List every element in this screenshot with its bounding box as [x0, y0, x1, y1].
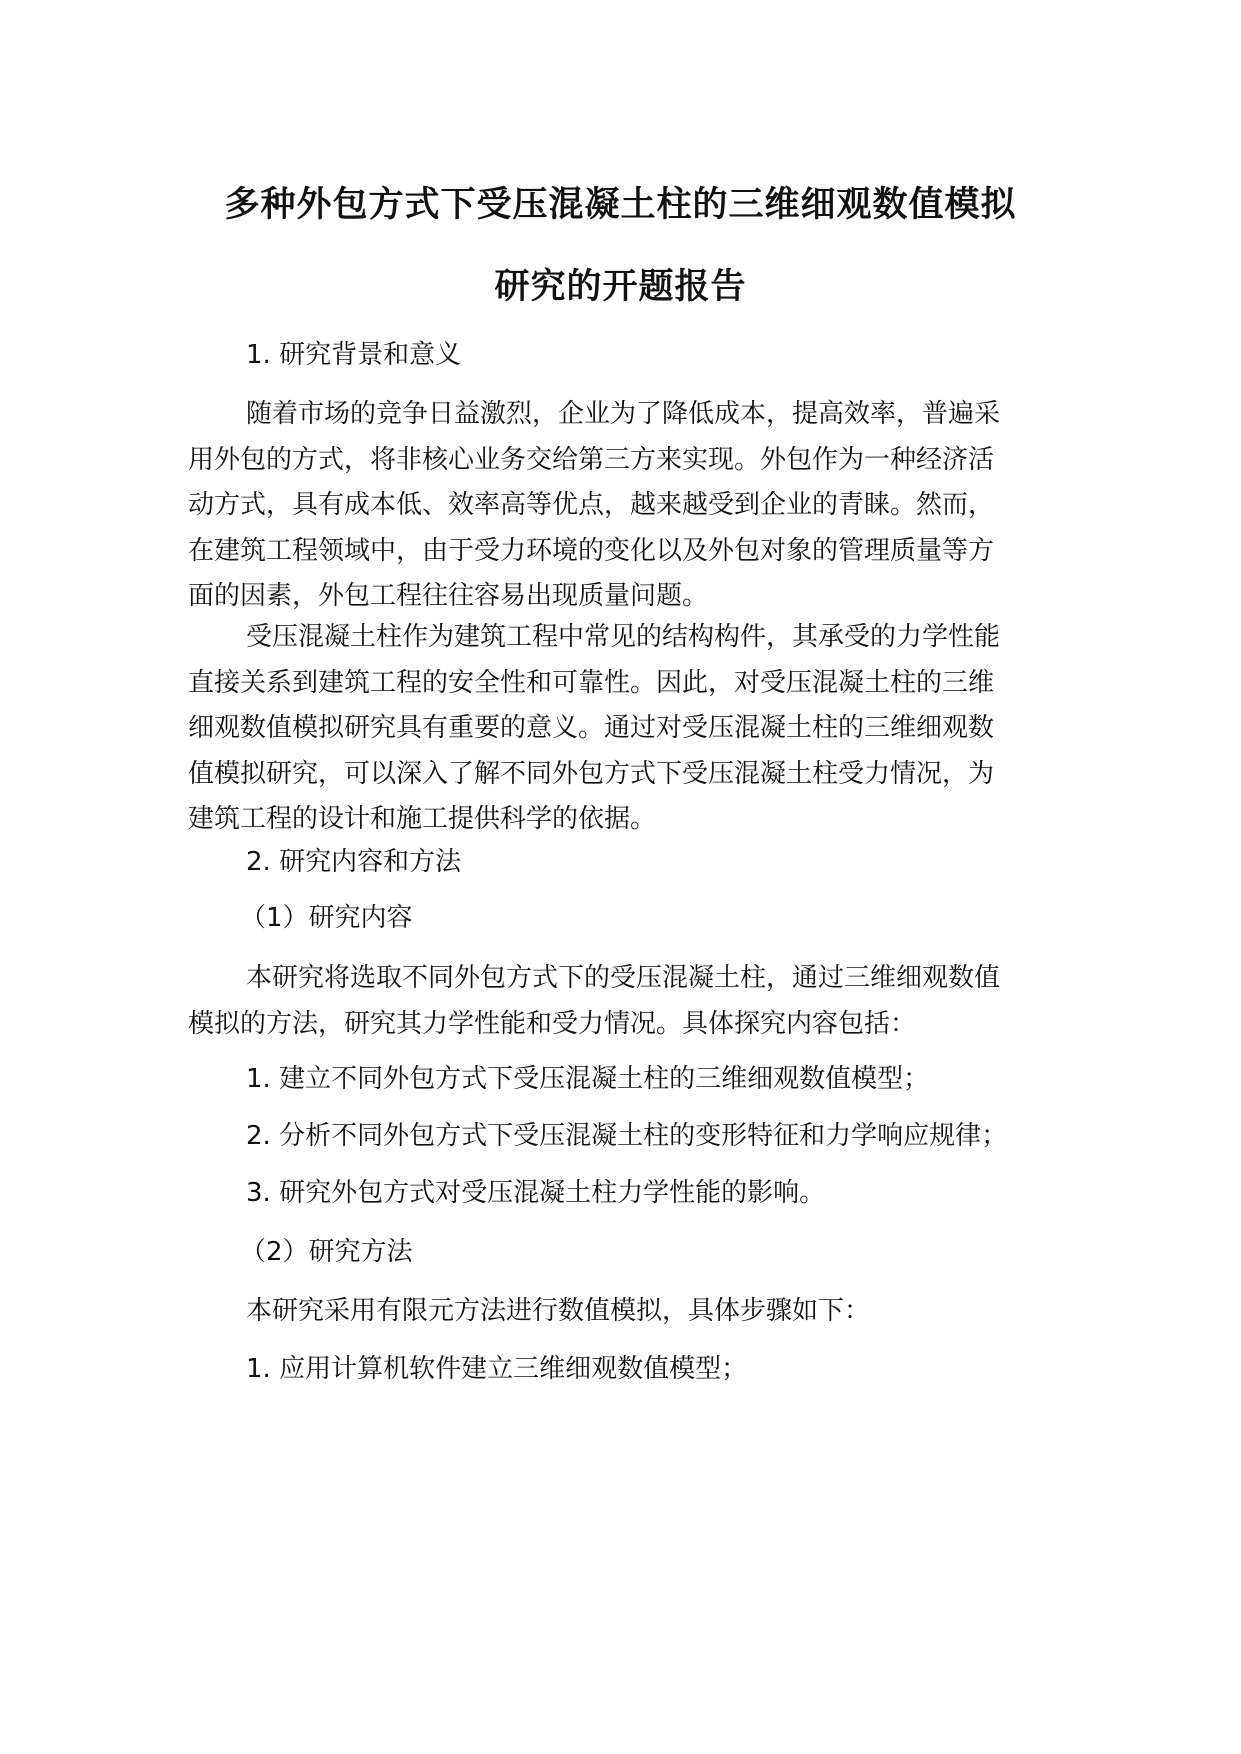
paragraph-line: 值模拟研究，可以深入了解不同外包方式下受压混凝土柱受力情况，为: [188, 758, 995, 789]
subsection-1-heading: （1）研究内容: [240, 903, 413, 933]
paragraph-line: 动方式，具有成本低、效率高等优点，越来越受到企业的青睐。然而，: [188, 490, 995, 520]
paragraph-4: 本研究采用有限元方法进行数值模拟，具体步骤如下：: [246, 1296, 871, 1326]
paragraph-2: [188, 615, 1038, 843]
document-title-line-1: 多种外包方式下受压混凝土柱的三维细观数值模拟: [224, 185, 1017, 225]
paragraph-line: 直接关系到建筑工程的安全性和可靠性。因此，对受压混凝土柱的三维: [188, 667, 995, 698]
paragraph-line: 在建筑工程领域中，由于受力环境的变化以及外包对象的管理质量等方: [188, 535, 995, 566]
paragraph-line: 受压混凝土柱作为建筑工程中常见的结构构件，其承受的力学性能: [246, 622, 1001, 652]
paragraph-1: [188, 392, 1038, 620]
method-item-1: 1. 应用计算机软件建立三维细观数值模型；: [246, 1354, 748, 1384]
paragraph-line: 随着市场的竞争日益激烈，企业为了降低成本，提高效率，普遍采: [246, 399, 1001, 429]
paragraph-3: [188, 956, 1038, 1047]
paragraph-line: 用外包的方式，将非核心业务交给第三方来实现。外包作为一种经济活: [188, 444, 995, 475]
document-title-line-2: 研究的开题报告: [494, 267, 747, 307]
content-item-3: 3. 研究外包方式对受压混凝土柱力学性能的影响。: [246, 1178, 826, 1208]
paragraph-line: 面的因素，外包工程往往容易出现质量问题。: [188, 581, 709, 611]
paragraph-line: 本研究将选取不同外包方式下的受压混凝土柱，通过三维细观数值: [246, 963, 1001, 993]
paragraph-line: 细观数值模拟研究具有重要的意义。通过对受压混凝土柱的三维细观数: [188, 713, 995, 743]
content-item-2: 2. 分析不同外包方式下受压混凝土柱的变形特征和力学响应规律；: [246, 1121, 1008, 1151]
subsection-2-heading: （2）研究方法: [240, 1237, 413, 1267]
section-1-heading: 1. 研究背景和意义: [246, 340, 462, 370]
paragraph-line: 建筑工程的设计和施工提供科学的依据。: [188, 804, 657, 834]
content-item-1: 1. 建立不同外包方式下受压混凝土柱的三维细观数值模型；: [246, 1064, 930, 1094]
paragraph-line: 模拟的方法，研究其力学性能和受力情况。具体探究内容包括：: [188, 1008, 917, 1039]
section-2-heading: 2. 研究内容和方法: [246, 847, 462, 877]
